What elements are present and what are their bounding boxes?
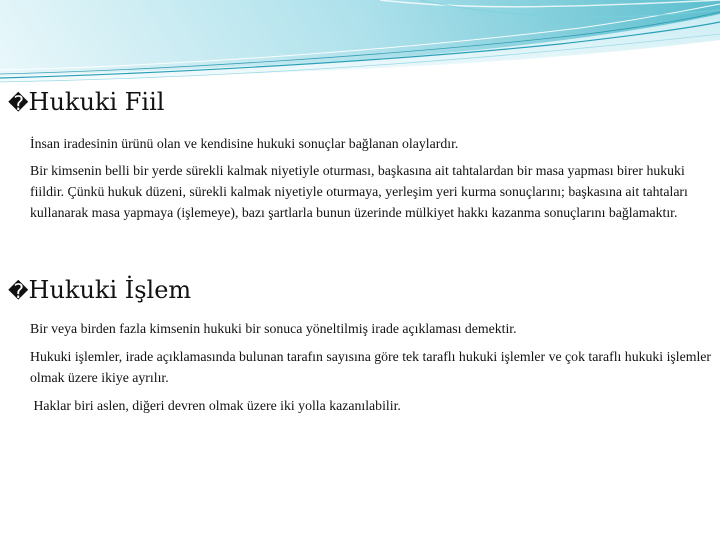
heading-text: Hukuki Fiil	[28, 88, 165, 116]
bullet-glyph: �	[8, 279, 29, 303]
bullet-glyph: �	[8, 91, 29, 115]
paragraph: Bir veya birden fazla kimsenin hukuki bir sonuca yöneltilmiş irade açıklaması demektir.	[30, 321, 517, 336]
paragraph: Hukuki işlemler, irade açıklamasında bulunan tarafın sayısına göre tek taraflı hukuki işlemler ve çok taraflı hukuki işlemler olmak üzere ikiye ayrılır.	[30, 349, 712, 385]
paragraph: Haklar biri aslen, diğeri devren olmak üzere iki yolla kazanılabilir.	[30, 398, 401, 413]
section-heading-hukuki-islem	[8, 276, 191, 305]
paragraph: Bir kimsenin belli bir yerde sürekli kalmak niyetiyle oturması, başkasına ait tahtalardan bir masa yapması birer hukuki fiildir. Çünkü hukuk düzeni, sürekli kalmak niyetiyle oturmaya, yerleşim yeri kurma sonuçlarını; başkasına ait tahtaları kullanarak masa yapmaya (işlemeye), bazı şartlarla bunun üzerinde mülkiyet hakkı kazanma sonuçlarını bağlamaktır.	[30, 163, 688, 220]
paragraph: İnsan iradesinin ürünü olan ve kendisine hukuki sonuçlar bağlanan olaylardır.	[30, 136, 459, 151]
section-heading-hukuki-fiil	[8, 88, 164, 117]
heading-text: Hukuki İşlem	[28, 276, 192, 304]
